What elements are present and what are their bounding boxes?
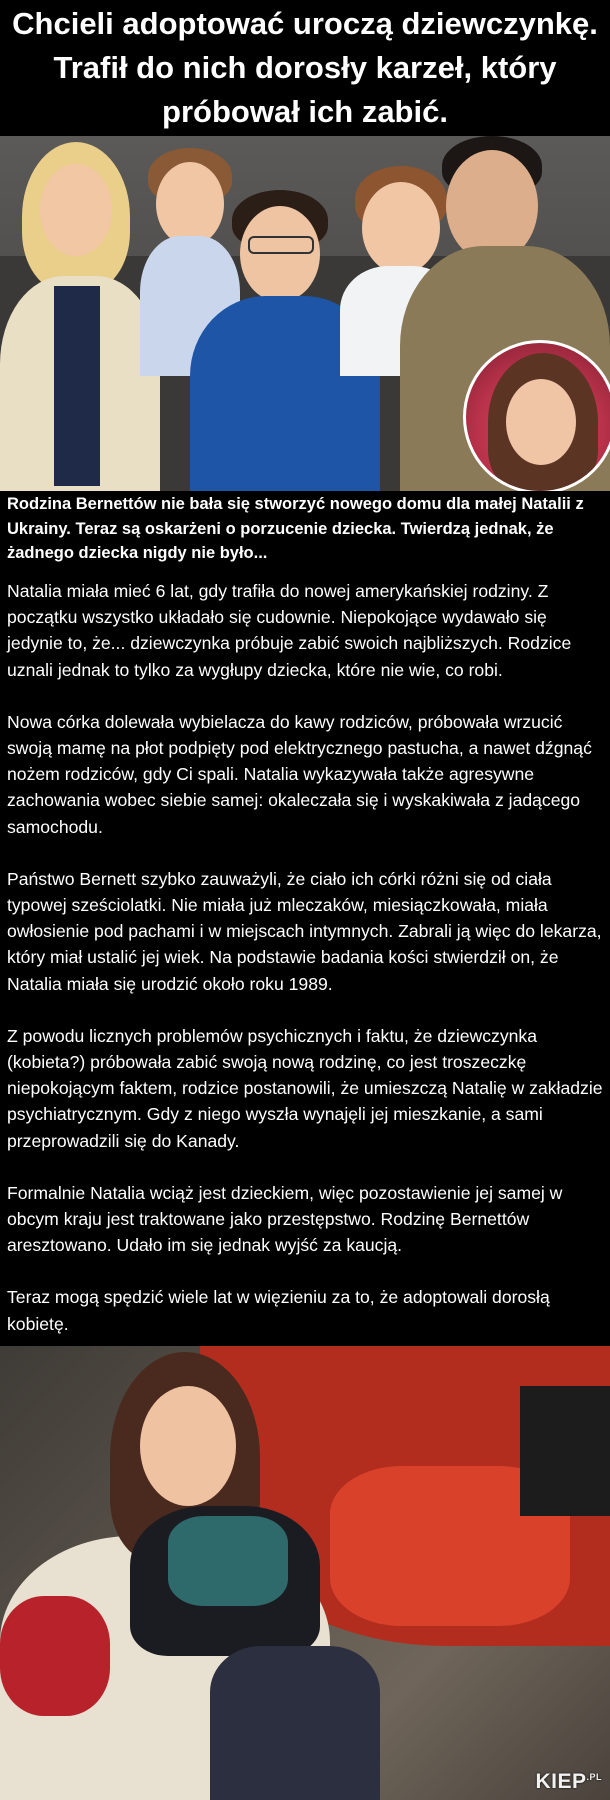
lead-paragraph: Rodzina Bernettów nie bała się stworzyć nowego domu dla małej Natalii z Ukrainy. Teraz są oskarżeni o porzucenie dziecka. Twierdzą jednak, że żadnego dziecka nigdy nie było...	[7, 495, 584, 562]
article-paragraph: Państwo Bernett szybko zauważyli, że ciało ich córki różni się od ciała typowej sześciolatki. Nie miała już mleczaków, miesiączkowała, miała owłosienie pod pachami i w miejscach intymnych. Zabrali ją więc do lekarza, który miał ustalić jej wiek. Na podstawie badania kości stwierdził on, że Natalia miała się urodzić około roku 1989.	[7, 868, 602, 994]
headline-banner	[0, 0, 610, 136]
girl-face	[140, 1386, 236, 1506]
headline: Chcieli adoptować uroczą dziewczynkę. Trafił do nich dorosły karzeł, który próbował ich zabić.	[12, 6, 598, 129]
girl-on-sofa-photo	[0, 1346, 610, 1800]
girl-jeans	[210, 1646, 380, 1800]
article-paragraph: Formalnie Natalia wciąż jest dzieckiem, więc pozostawienie jej samej w obcym kraju jest traktowane jako przestępstwo. Rodzinę Bernettów aresztowano. Udało im się jednak wyjść za kaucją.	[7, 1182, 563, 1256]
article-body	[7, 578, 607, 1363]
girl-scarf	[168, 1516, 288, 1606]
article-paragraph: Natalia miała mieć 6 lat, gdy trafiła do nowej amerykańskiej rodziny. Z początku wszystko układało się cudownie. Niepokojące wydawało się jedynie to, że... dziewczynka próbuje zabić swoich najbliższych. Rodzice uznali jednak to tylko za wygłupy dziecka, które nie wie, co robi.	[7, 581, 572, 680]
family-photo	[0, 136, 610, 491]
article-paragraph: Z powodu licznych problemów psychicznych i faktu, że dziewczynka (kobieta?) próbowała zabić swoją nową rodzinę, co jest troszeczkę niepokojącym faktem, rodzice postanowili, że umieszczą Natalię w zakładzie psychiatrycznym. Gdy z niego wyszła wynajęli jej mieszkanie, a sami przeprowadzili się do Kanady.	[7, 1025, 603, 1151]
girl-inset-photo	[463, 340, 610, 491]
kiep-watermark-logo: $KIEP^{.PL}$	[535, 1770, 602, 1793]
side-table	[520, 1386, 610, 1516]
red-pillow	[0, 1596, 110, 1716]
article-paragraph: Teraz mogą spędzić wiele lat w więzieniu za to, że adoptowali dorosłą kobietę.	[7, 1287, 550, 1334]
article-paragraph: Nowa córka dolewała wybielacza do kawy rodziców, próbowała wrzucić swoją mamę na płot podpięty pod elektrycznego pastucha, a nawet dźgnąć nożem rodziców, gdy Ci spali. Natalia wykazywała także agresywne zachowania wobec siebie samej: okaleczała się i wyskakiwała z jadącego samochodu.	[7, 711, 592, 837]
